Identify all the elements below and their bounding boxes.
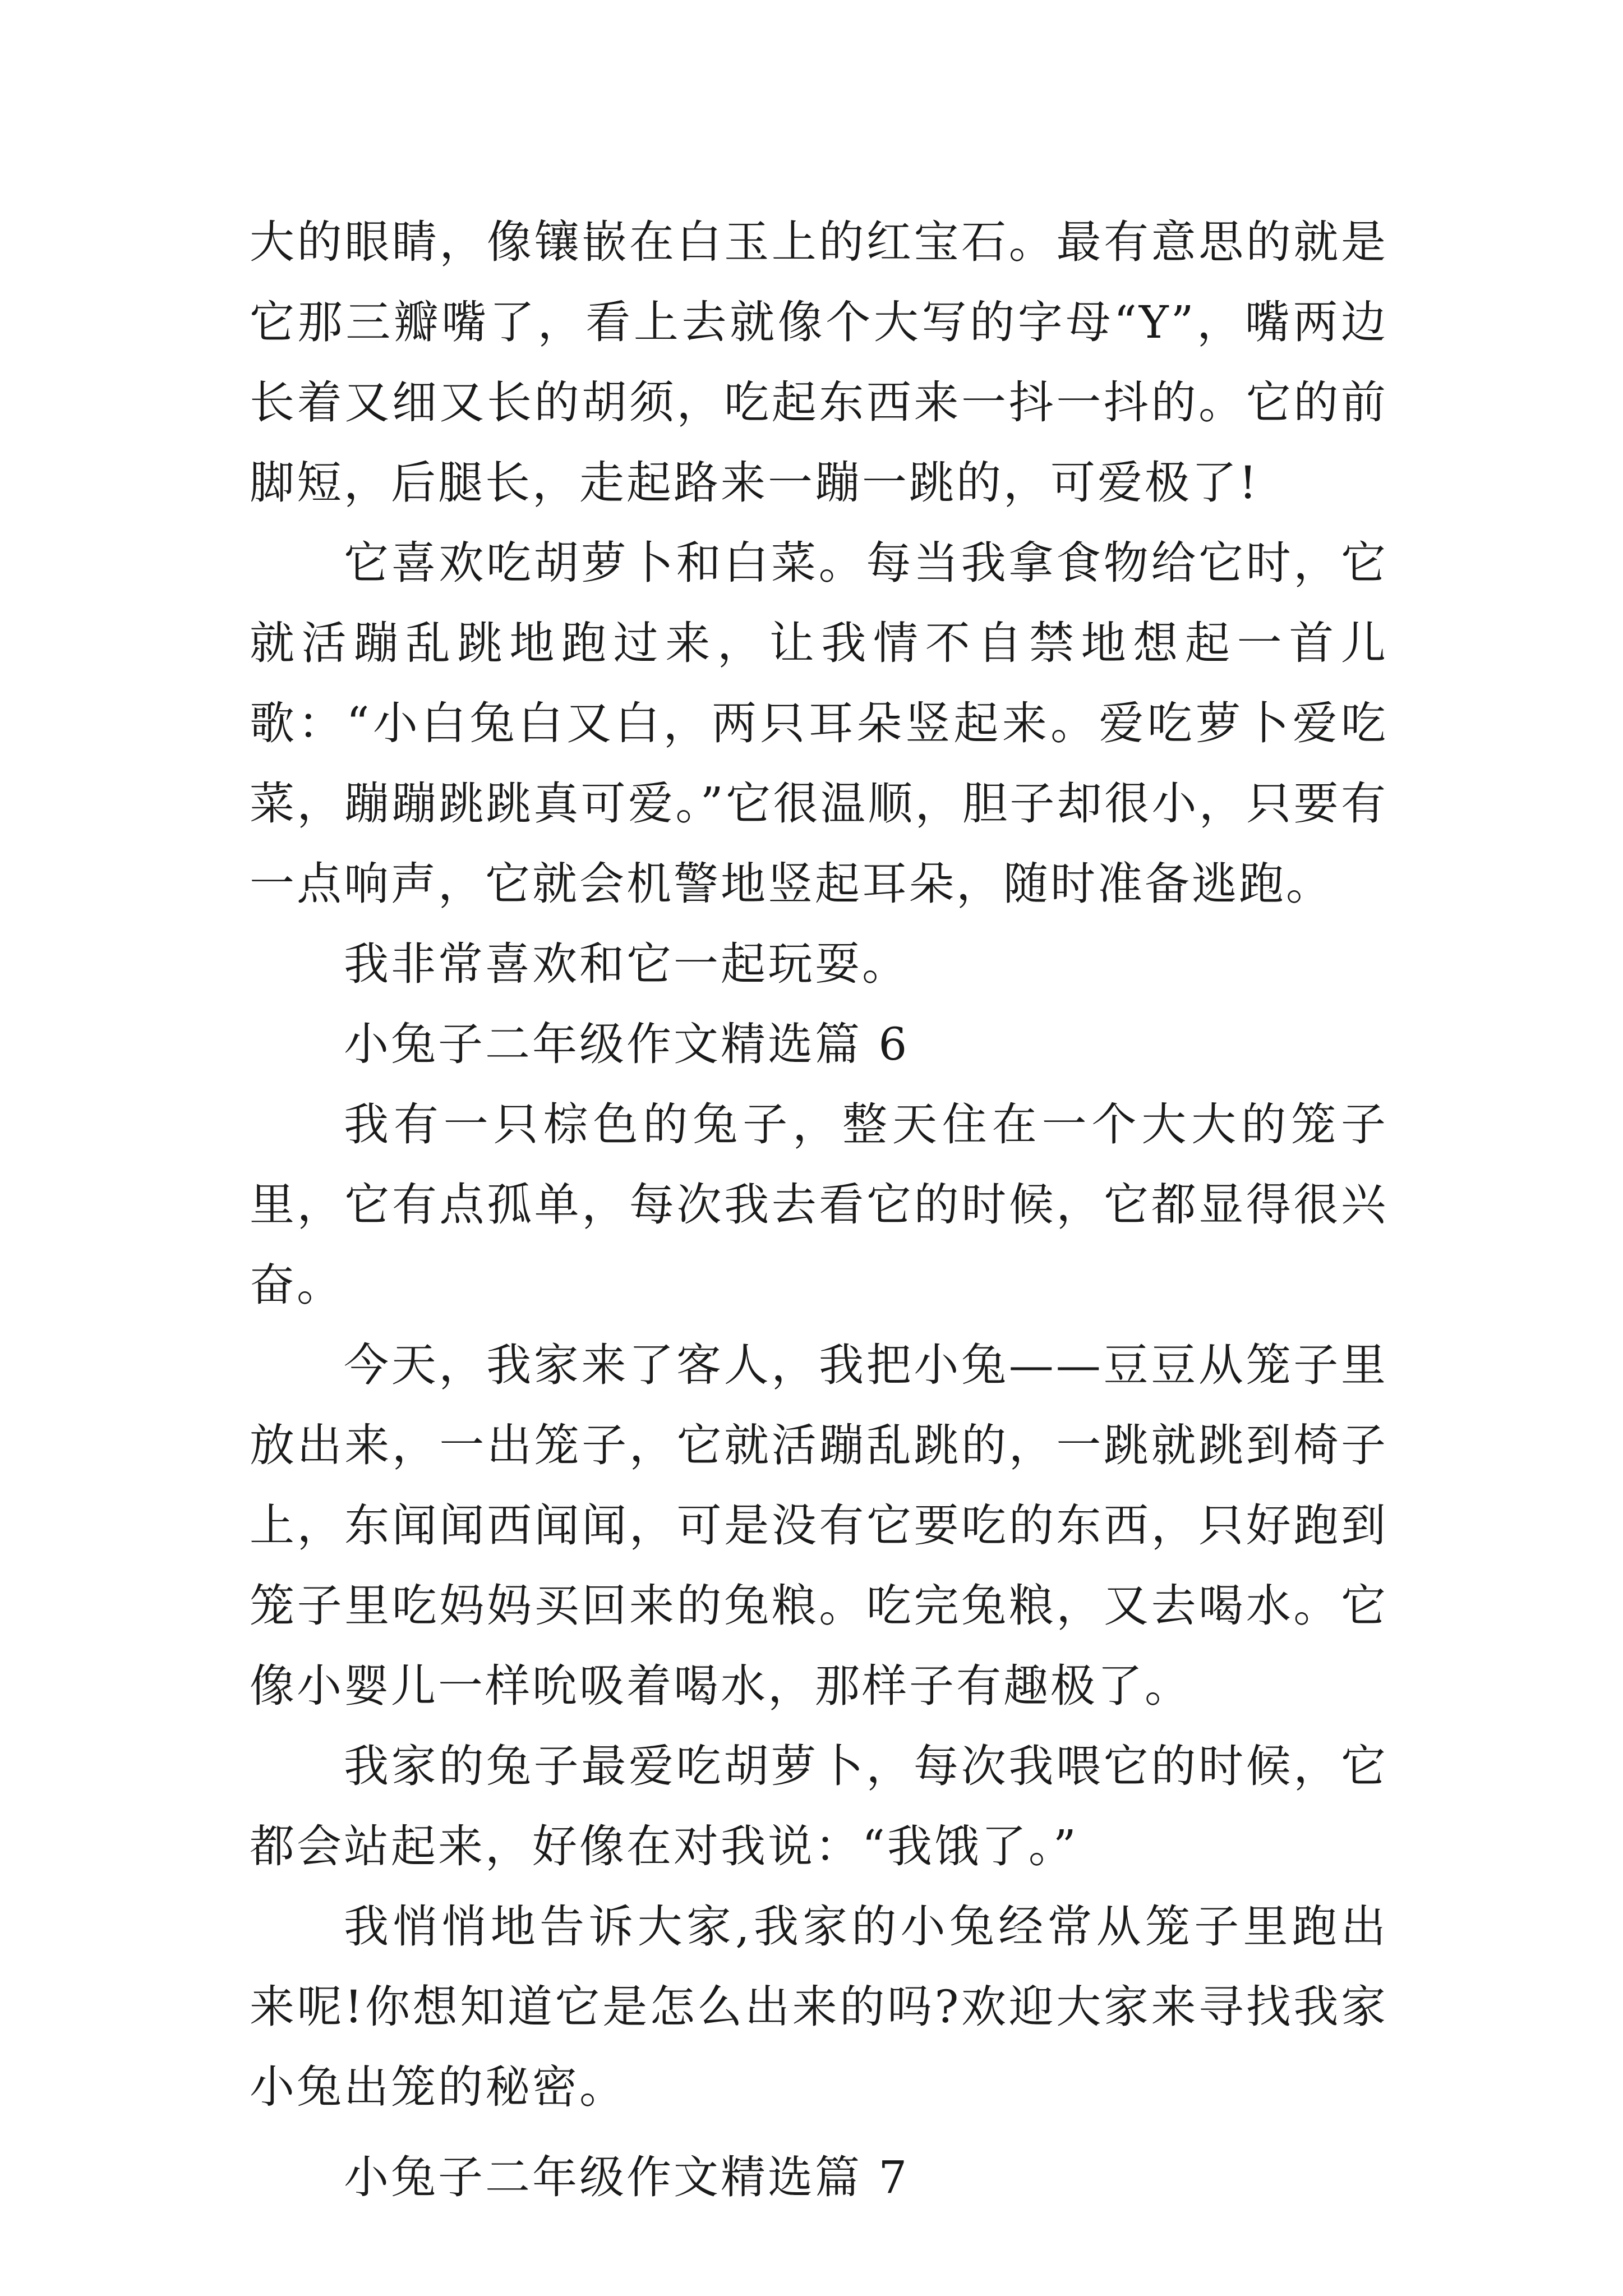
paragraph-like-playing: 我非常喜欢和它一起玩耍。: [344, 938, 909, 990]
paragraph-guests-visit: 今天，我家来了客人，我把小兔——豆豆从笼子里放出来，一出笼子，它就活蹦乱跳的，一跳就跳到椅子上，东闻闻西闻闻，可是没有它要吃的东西，只好跑到笼子里吃妈妈买回来的兔粮。吃完兔粮，又去喝水。它像小婴儿一样吮吸着喝水，那样子有趣极了。: [250, 1339, 1388, 1712]
paragraph-brown-rabbit: 我有一只棕色的兔子，整天住在一个大大的笼子里，它有点孤单，每次我去看它的时候，它都显得很兴奋。: [250, 1098, 1388, 1311]
paragraph-rabbit-food: 它喜欢吃胡萝卜和白菜。每当我拿食物给它时，它就活蹦乱跳地跑过来，让我情不自禁地想起一首儿歌：“小白兔白又白，两只耳朵竖起来。爱吃萝卜爱吃菜，蹦蹦跳跳真可爱。”它很温顺，胆子却很小，只要有一点响声，它就会机警地竖起耳朵，随时准备逃跑。: [250, 537, 1388, 910]
section-heading-6: 小兔子二年级作文精选篇 6: [344, 1018, 910, 1070]
paragraph-carrot: 我家的兔子最爱吃胡萝卜，每次我喂它的时候，它都会站起来，好像在对我说：“我饿了。”: [250, 1740, 1388, 1872]
spacer: [250, 2127, 1388, 2137]
paragraph-secret: 我悄悄地告诉大家,我家的小兔经常从笼子里跑出来呢!你想知道它是怎么出来的吗?欢迎大家来寻找我家小兔出笼的秘密。: [250, 1901, 1388, 2113]
section-heading-7: 小兔子二年级作文精选篇 7: [344, 2151, 910, 2203]
paragraph-rabbit-appearance: 大的眼睛，像镶嵌在白玉上的红宝石。最有意思的就是它那三瓣嘴了，看上去就像个大写的字母“Y”，嘴两边长着又细又长的胡须，吃起东西来一抖一抖的。它的前脚短，后腿长，走起路来一蹦一跳的，可爱极了!: [250, 216, 1388, 509]
document-body: [250, 202, 1388, 2217]
